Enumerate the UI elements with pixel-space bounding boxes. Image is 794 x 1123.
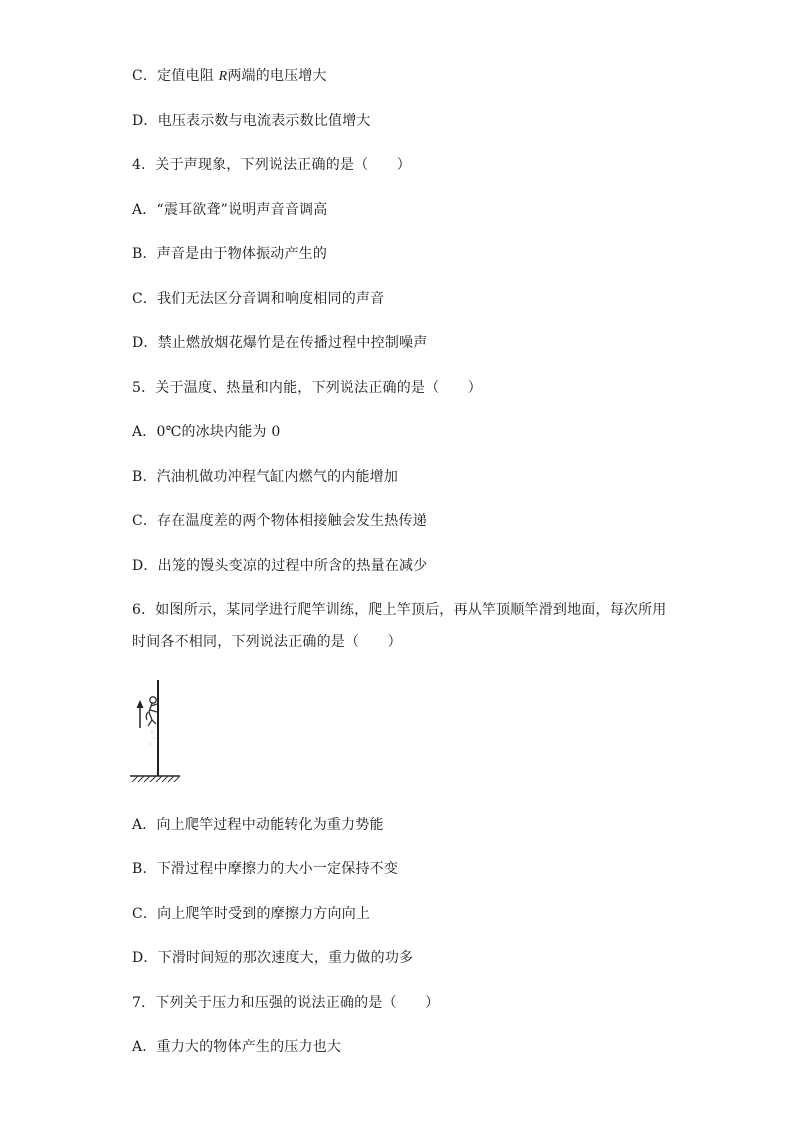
climber-figure xyxy=(146,697,157,726)
q6-option-c: C．向上爬竿时受到的摩擦力方向向上 xyxy=(132,906,371,922)
q3-option-c-suffix: 两端的电压增大 xyxy=(227,68,327,84)
q6-option-a: A．向上爬竿过程中动能转化为重力势能 xyxy=(132,817,384,833)
q4-option-c: C．我们无法区分音调和响度相同的声音 xyxy=(132,291,385,307)
q6-stem-line1: 6．如图所示，某同学进行爬竿训练，爬上竿顶后，再从竿顶顺竿滑到地面，每次所用 xyxy=(132,602,667,618)
q4-stem: 4．关于声现象，下列说法正确的是（ ） xyxy=(132,157,411,173)
q3-option-d: D．电压表示数与电流表示数比值增大 xyxy=(132,113,371,129)
q5-option-b: B．汽油机做功冲程气缸内燃气的内能增加 xyxy=(132,469,399,485)
resistor-variable: R xyxy=(218,69,228,84)
q4-option-d: D．禁止燃放烟花爆竹是在传播过程中控制噪声 xyxy=(132,335,428,351)
ground-hatching xyxy=(132,776,180,782)
pole-climbing-diagram xyxy=(128,676,184,788)
q6-option-d: D．下滑时间短的那次速度大，重力做的功多 xyxy=(132,950,414,966)
speckle-marks xyxy=(151,731,155,744)
q5-option-a: A．0℃的冰块内能为 0 xyxy=(132,424,281,440)
q7-stem: 7．下列关于压力和压强的说法正确的是（ ） xyxy=(132,995,440,1011)
q4-option-b: B．声音是由于物体振动产生的 xyxy=(132,246,328,262)
q4-option-a: A．“震耳欲聋”说明声音音调高 xyxy=(132,202,328,218)
q6-stem-line2: 时间各不相同，下列说法正确的是（ ） xyxy=(132,634,402,650)
pole-climbing-figure xyxy=(128,676,184,788)
q6-option-b: B．下滑过程中摩擦力的大小一定保持不变 xyxy=(132,861,399,877)
q5-option-c: C．存在温度差的两个物体相接触会发生热传递 xyxy=(132,513,427,529)
q7-option-a: A．重力大的物体产生的压力也大 xyxy=(132,1039,342,1055)
upward-arrow-icon xyxy=(137,700,144,728)
q3-option-c xyxy=(132,66,327,87)
q3-option-c-prefix: C．定值电阻 xyxy=(132,68,219,84)
q5-stem: 5．关于温度、热量和内能，下列说法正确的是（ ） xyxy=(132,380,482,396)
q5-option-d: D．出笼的馒头变凉的过程中所含的热量在减少 xyxy=(132,558,428,574)
